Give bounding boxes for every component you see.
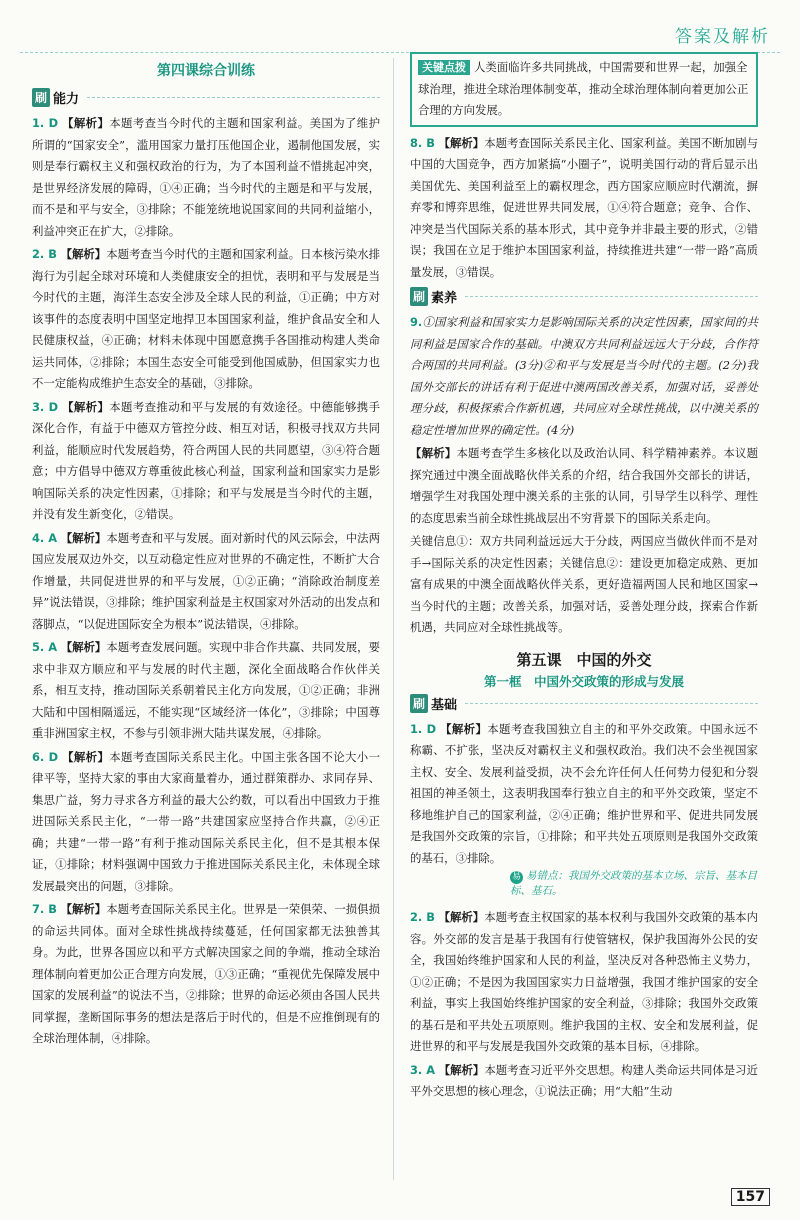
handwritten-answer: ①国家利益和国家实力是影响国际关系的决定性因素，国家间的共同利益是国家合作的基础。中澳双方共同利益远远大于分歧，合作符合两国的共同利益。(3分)②和平与发展是当今时代的主题。(2分)我国外交部长的讲话有利于促进中澳两国改善关系，加强对话，妥善处理分歧，积极探索合作新机遇，共同应对全球性挑战，以中澳关系的稳定性增加世界的确定性。(4分): [410, 315, 758, 437]
section-badge: 刷: [410, 694, 428, 713]
answer-item-3: [32, 397, 380, 526]
analysis-tag: 【解析】: [438, 135, 485, 150]
answer-item-4: [32, 528, 380, 636]
answer-text: 本题考查当今时代的主题和国家利益。日本核污染水排海行为引起全球对环境和人类健康安全的担忧，表明和平与发展是当今时代的主题，海洋生态安全涉及全球人民的利益，①正确；中方对该事件的态度表明中国坚定地捍卫本国国家利益，维护食品安全和人民健康权益，④正确；材料未体现中国愿意携手各国推动构建人类命运共同体，②排除；本国生态安全可能受到他国威胁，但国家实力也不一定能构成维护生态安全的基础，③排除。: [32, 247, 380, 390]
answer-number: 5. A: [32, 640, 58, 654]
answer-item-6: [32, 747, 380, 898]
answer-number: 3. D: [32, 399, 59, 414]
answer-item-b2: [410, 907, 758, 1058]
answer-number: 7. B: [32, 902, 57, 916]
chapter-subtitle: 第一框 中国外交政策的形成与发展: [483, 673, 684, 689]
answer-text: 本题考查我国独立自主的和平外交政策。中国永远不称霸、不扩张，坚决反对霸权主义和强权政治。我们决不会坐视国家主权、安全、发展利益受损，决不会允许任何人任何势力侵犯和分裂祖国的神圣领土，这表明我国奉行独立自主的和平外交政策，坚定不移地维护自己的国家利益，②④正确；维护世界和平、促进共同发展是我国外交政策的宗旨，①排除；和平共处五项原则是我国外交政策的基石，③排除。: [410, 721, 758, 865]
answer-text: 本题考查推动和平与发展的有效途径。中德能够携手深化合作，有益于中德双方管控分歧、相互对话，积极寻找双方共同利益，能顺应时代发展趋势，符合两国人民的共同愿望，③④符合题意；中方倡导中德双方尊重彼此核心利益，国家利益和国家实力是影响国际关系的决定性因素，①排除；和平与发展是当今时代的主题，并没有发生新变化，②错误。: [32, 399, 380, 521]
answer-item-2: [32, 244, 380, 395]
answer-number: 6. D: [32, 749, 59, 764]
answer-item-9: [410, 312, 758, 441]
answer-number: 9.: [410, 315, 423, 329]
answer-item-9-analysis: [410, 443, 758, 529]
answer-text: 本题考查主权国家的基本权利与我国外交政策的基本内容。外交部的发言是基于我国有行使管辖权，保护我国海外公民的安全，我国始终维护国家和人民的利益，坚决反对各种恐怖主义势力，①②正确；不是因为我国国家实力日益增强，我国才维护国家的安全利益，事实上我国始终维护国家的安全利益，③排除；我国外交政策的基石是和平共处五项原则。维护我国的主权、安全和发展利益，促进世界的和平与发展是我国外交政策的基本目标，④排除。: [410, 910, 758, 1053]
section-ability: [32, 88, 380, 107]
answer-text: 本题考查国际关系民主化。中国主张各国不论大小一律平等，坚持大家的事由大家商量着办，通过群策群办、求同存异、集思广益，努力寻求各方利益的最大公约数，可以看出中国致力于推进国际关系民主化，“一带一路”共建国家应坚持合作共赢，②④正确；共建“一带一路”有利于推动国际关系民主化，但不是其根本保证，①排除；材料强调中国致力于推进国际关系民主化，未体现全球发展最突出的问题，③排除。: [32, 749, 380, 893]
answer-text: 本题考查发展问题。实现中非合作共赢、共同发展，要求中非双方顺应和平与发展的时代主题，深化全面战略合作伙伴关系，相互支持，推动国际关系朝着民主化方向发展，①②正确；非洲大陆和中国相隔遥远，不能实现“区域经济一体化”，③排除；中国尊重非洲国家主权，不参与引领非洲大陆共谋发展，④排除。: [32, 640, 380, 740]
section-basic: [410, 694, 758, 713]
analysis-tag: 【解析】: [60, 530, 107, 545]
analysis-tag: 【解析】: [410, 446, 457, 460]
answer-item-7: [32, 899, 380, 1050]
analysis-tag: 【解析】: [60, 247, 107, 261]
lesson-title: 第四课综合训练: [157, 63, 255, 79]
key-point-box: [410, 52, 758, 127]
section-badge: 刷: [32, 88, 50, 107]
analysis-tag: 【解析】: [438, 1062, 485, 1077]
analysis-tag: 【解析】: [62, 749, 110, 764]
answer-number: 2. B: [410, 910, 435, 924]
analysis-tag: 【解析】: [62, 399, 110, 414]
page-number: 157: [731, 1188, 770, 1206]
answer-text: 本题考查习近平外交思想。构建人类命运共同体是习近平外交思想的核心理念，①说法正确；用“大船”生动: [410, 1062, 758, 1098]
answer-number: 2. B: [32, 247, 57, 261]
analysis-tag: 【解析】: [440, 721, 488, 736]
key-point-label: 关键点拨: [418, 60, 470, 75]
note-icon: 易: [511, 872, 521, 882]
key-point-text: 人类面临许多共同挑战，中国需要和世界一起，加强全球治理，推进全球治理体制变革，推动全球治理体制向着更加公正合理的方向发展。: [418, 60, 749, 117]
column-divider: [393, 58, 394, 1180]
analysis-tag: 【解析】: [62, 116, 110, 130]
section-line: [465, 703, 758, 704]
section-badge: 刷: [410, 287, 428, 306]
answer-number: 4. A: [32, 530, 58, 545]
answer-text: 本题考查国际关系民主化。世界是一荣俱荣、一损俱损的命运共同体。面对全球性挑战持续蔓延，任何国家都无法独善其身。为此，世界各国应以和平方式解决国家之间的争端，推动全球治理体制向着更加公正合理方向发展，①③正确；“重视优先保障发展中国家的发展利益”的说法不当，②排除；世界的命运必须由各国人民共同掌握，垄断国际事务的想法是落后于时代的，但是不应推倒现有的全球治理体制，④排除。: [32, 902, 380, 1045]
answer-number: 1. D: [410, 721, 437, 736]
answer-text: 本题考查学生多核化以及政治认同、科学精神素养。本议题探究通过中澳全面战略伙伴关系的介绍，结合我国外交部长的讲话，增强学生对我国处理中澳关系的主张的认同，引导学生以科学、理性的态度思索当前全球性挑战层出不穷背景下的国际关系走向。: [410, 446, 758, 525]
answer-item-9-key-info: 关键信息①：双方共同利益远远大于分歧，两国应当做伙伴而不是对手→国际关系的决定性因素；关键信息②：建设更加稳定成熟、更加富有成果的中澳全面战略伙伴关系，更好造福两国人民和地区国家→当今时代的主题；改善关系，加强对话，妥善处理分歧，探索合作新机遇，共同应对全球性挑战等。: [410, 534, 758, 634]
answer-text: 本题考查国际关系民主化、国家利益。美国不断加剧与中国的大国竞争，西方加紧搞“小圈子”，说明美国行动的背后显示出美国优先、美国利益至上的霸权理念，西方国家应顺应时代潮流，摒弃零和博弈思维，促进世界共同发展，①④符合题意；竞争、合作、冲突是当代国际关系的基本形式，其中竞争并非最主要的形式，②错误；我国在立足于维护本国国家利益，持续推进共建“一带一路”高质量发展，③错误。: [410, 135, 758, 279]
section-literacy: [410, 287, 758, 306]
section-name: 能力: [53, 92, 80, 107]
answer-item-8: [410, 133, 758, 284]
answer-item-b3: [410, 1060, 758, 1103]
answer-number: 1. D: [32, 116, 59, 130]
answer-number: 8. B: [410, 135, 435, 150]
analysis-tag: 【解析】: [60, 640, 107, 654]
answer-text: 本题考查当今时代的主题和国家利益。美国为了维护所谓的“国家安全”，滥用国家力量打压他国企业，遏制他国发展，实则是奉行霸权主义和强权政治的行为，为了本国利益不惜挑起冲突，是世界经济发展的障碍，①④正确；当今时代的主题是和平与发展，而不是和平与安全，③排除；不能笼统地说国家间的共同利益缩小，利益冲突正在扩大，②排除。: [32, 116, 380, 238]
analysis-tag: 【解析】: [438, 910, 485, 924]
header-title: 答案及解析: [675, 27, 770, 47]
right-column: [410, 58, 758, 1105]
section-line: [87, 97, 380, 98]
answer-item-b1: [410, 719, 758, 870]
answer-item-1: [32, 113, 380, 242]
analysis-tag: 【解析】: [60, 902, 107, 916]
answer-text: 本题考查和平与发展。面对新时代的风云际会，中法两国应发展双边外交，以互动稳定性应对世界的不确定性，不断扩大合作增量，共同促进世界的和平与发展，①②正确；“消除政治制度差异”说法错误，③排除；维护国家利益是主权国家对外活动的出发点和落脚点，“以促进国际安全为根本”说法错误，④排除。: [32, 530, 380, 631]
error-note: [510, 869, 758, 899]
chapter-title: 第五课 中国的外交: [516, 650, 652, 669]
error-note-text: 易错点：我国外交政策的基本立场、宗旨、基本目标、基石。: [510, 870, 757, 897]
section-name: 素养: [431, 291, 458, 306]
section-line: [465, 296, 758, 297]
answer-number: 3. A: [410, 1062, 436, 1077]
section-name: 基础: [431, 697, 458, 713]
answer-item-5: [32, 637, 380, 745]
left-column: [32, 58, 380, 1052]
